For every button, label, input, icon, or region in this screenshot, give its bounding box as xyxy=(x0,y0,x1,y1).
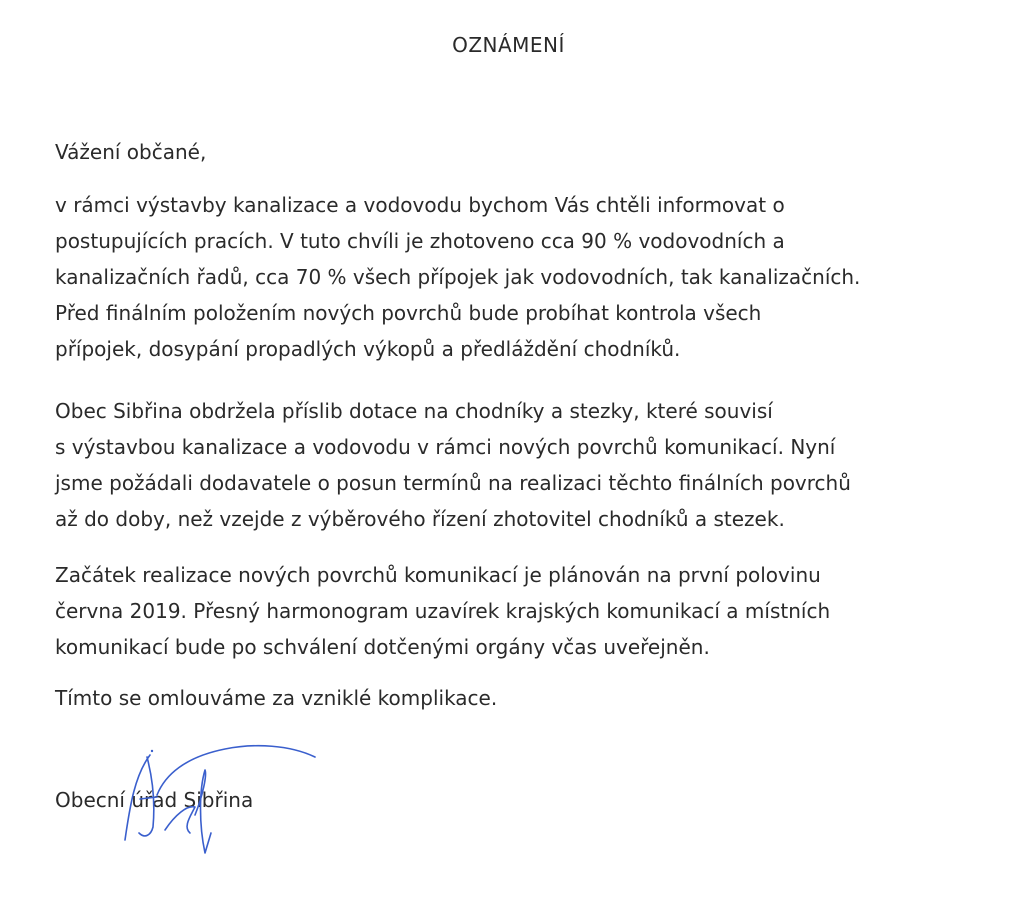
text-line: Začátek realizace nových povrchů komunikací je plánován na první polovinu xyxy=(55,563,821,587)
text-line: Před finálním položením nových povrchů bude probíhat kontrola všech xyxy=(55,301,762,325)
paragraph-subsidy xyxy=(55,393,851,537)
text-line: června 2019. Přesný harmonogram uzavírek krajských komunikací a místních xyxy=(55,599,831,623)
text-line: postupujících pracích. V tuto chvíli je zhotoveno cca 90 % vodovodních a xyxy=(55,229,785,253)
text-line: přípojek, dosypání propadlých výkopů a předláždění chodníků. xyxy=(55,337,681,361)
text-line: Obec Sibřina obdržela příslib dotace na chodníky a stezky, které souvisí xyxy=(55,399,773,423)
document-title: OZNÁMENÍ xyxy=(452,33,565,57)
paragraph-schedule xyxy=(55,557,830,665)
text-line: komunikací bude po schválení dotčenými orgány včas uveřejněn. xyxy=(55,635,710,659)
salutation: Vážení občané, xyxy=(55,140,207,164)
signer-name: Obecní úřad Sibřina xyxy=(55,788,254,812)
text-line: jsme požádali dodavatele o posun termínů na realizaci těchto finálních povrchů xyxy=(55,471,851,495)
text-line: Tímto se omlouváme za vzniklé komplikace. xyxy=(55,686,498,710)
paragraph-construction-progress xyxy=(55,187,860,367)
text-line: v rámci výstavby kanalizace a vodovodu bychom Vás chtěli informovat o xyxy=(55,193,785,217)
paragraph-apology xyxy=(55,680,497,716)
text-line: kanalizačních řadů, cca 70 % všech přípojek jak vodovodních, tak kanalizačních. xyxy=(55,265,861,289)
text-line: až do doby, než vzejde z výběrového řízení zhotovitel chodníků a stezek. xyxy=(55,507,785,531)
text-line: s výstavbou kanalizace a vodovodu v rámci nových povrchů komunikací. Nyní xyxy=(55,435,836,459)
